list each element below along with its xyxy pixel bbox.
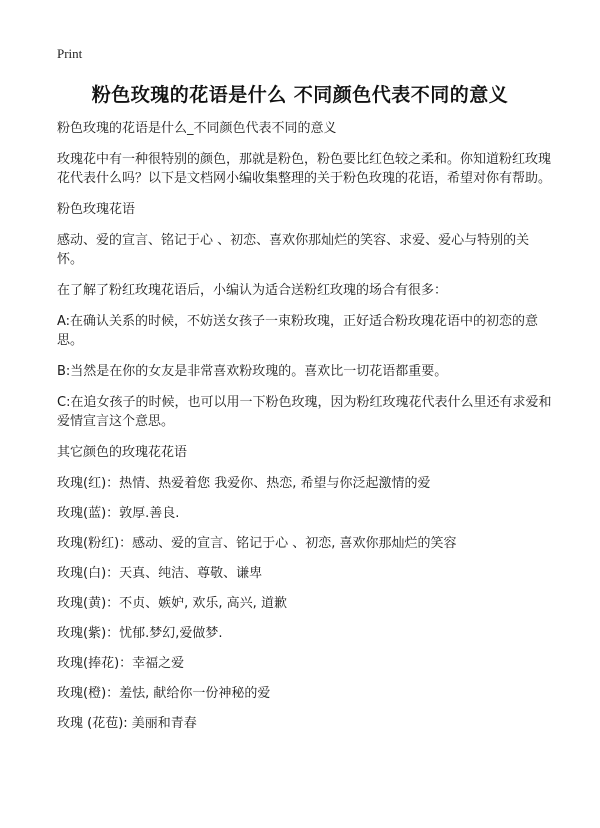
rose-white-item: 玫瑰(白)：天真、纯洁、尊敬、谦卑 <box>57 566 263 581</box>
rose-bouquet-item: 玫瑰(捧花)：幸福之爱 <box>57 656 185 671</box>
article-body <box>57 119 555 744</box>
pink-rose-meaning-paragraph: 感动、爱的宣言、铭记于心 、初恋、喜欢你那灿烂的笑容、求爱、爱心与特别的关怀。 <box>57 233 530 267</box>
rose-blue-item: 玫瑰(蓝)：敦厚.善良. <box>57 506 180 521</box>
page-title: 粉色玫瑰的花语是什么 不同颜色代表不同的意义 <box>91 84 509 106</box>
section-heading-other-colors: 其它颜色的玫瑰花花语 <box>57 445 188 460</box>
occasion-b-paragraph: B:当然是在你的女友是非常喜欢粉玫瑰的。喜欢比一切花语都重要。 <box>57 364 448 379</box>
print-link[interactable]: Print <box>57 46 83 61</box>
occasion-c-paragraph: C:在追女孩子的时候，也可以用一下粉色玫瑰，因为粉红玫瑰花代表什么里还有求爱和爱情宣言这个意思。 <box>57 395 552 429</box>
rose-bud-item: 玫瑰 (花苞): 美丽和青春 <box>57 716 197 731</box>
intro-paragraph: 玫瑰花中有一种很特别的颜色，那就是粉色，粉色要比红色较之柔和。你知道粉红玫瑰花代表什么吗？以下是文档网小编收集整理的关于粉色玫瑰的花语，希望对你有帮助。 <box>57 152 552 186</box>
rose-yellow-item: 玫瑰(黄)：不贞、嫉妒, 欢乐, 高兴, 道歉 <box>57 596 287 611</box>
rose-orange-item: 玫瑰(橙)：羞怯, 献给你一份神秘的爱 <box>57 686 271 701</box>
rose-purple-item: 玫瑰(紫)：忧郁.梦幻,爱做梦. <box>57 626 223 641</box>
rose-pink-item: 玫瑰(粉红)：感动、爱的宣言、铭记于心 、初恋, 喜欢你那灿烂的笑容 <box>57 536 457 551</box>
subtitle-paragraph: 粉色玫瑰的花语是什么_不同颜色代表不同的意义 <box>57 121 337 136</box>
occasion-a-paragraph: A:在确认关系的时候，不妨送女孩子一束粉玫瑰，正好适合粉玫瑰花语中的初恋的意思。 <box>57 314 539 348</box>
occasions-intro-paragraph: 在了解了粉红玫瑰花语后，小编认为适合送粉红玫瑰的场合有很多： <box>57 283 448 298</box>
rose-red-item: 玫瑰(红)：热情、热爱着您 我爱你、热恋, 希望与你泛起激情的爱 <box>57 476 431 491</box>
section-heading-pink-rose: 粉色玫瑰花语 <box>57 202 136 217</box>
